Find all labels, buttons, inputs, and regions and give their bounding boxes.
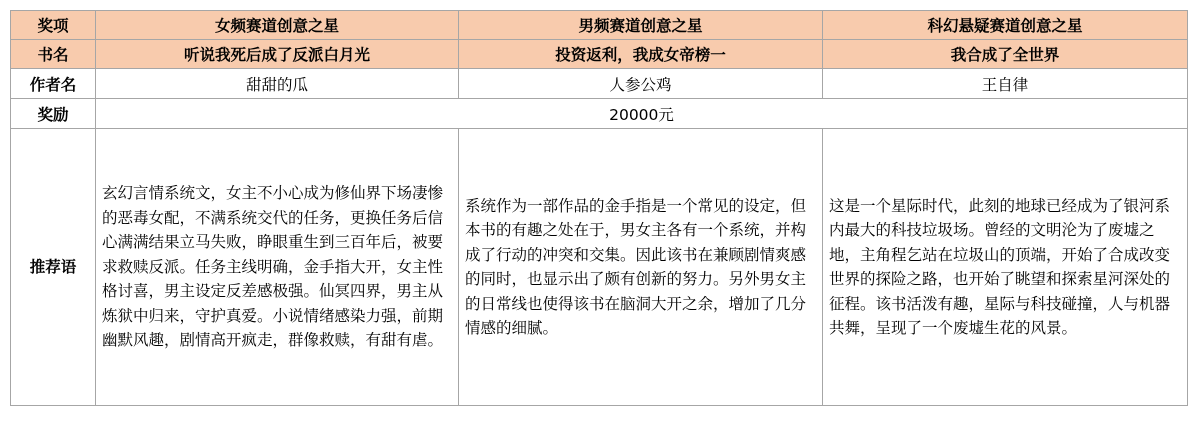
author-scifi: 王自律 — [823, 69, 1188, 99]
author-female: 甜甜的瓜 — [96, 69, 459, 99]
reward-label: 奖励 — [11, 99, 96, 129]
recommend-label: 推荐语 — [11, 129, 96, 406]
recommend-scifi: 这是一个星际时代，此刻的地球已经成为了银河系内最大的科技垃圾场。曾经的文明沦为了废墟之地，主角程乞站在垃圾山的顶端，开始了合成改变世界的探险之路，也开始了眺望和探索星河深处的征程。该书活泼有趣，星际与科技碰撞，人与机器共舞，呈现了一个废墟生花的风景。 — [823, 129, 1188, 406]
award-table — [10, 10, 1188, 406]
header-female-track: 女频赛道创意之星 — [96, 11, 459, 40]
author-row — [11, 69, 1188, 99]
header-label: 奖项 — [11, 11, 96, 40]
header-scifi-track: 科幻悬疑赛道创意之星 — [823, 11, 1188, 40]
book-title-male: 投资返利，我成女帝榜一 — [459, 40, 823, 69]
reward-value: 20000元 — [96, 99, 1188, 129]
book-title-label: 书名 — [11, 40, 96, 69]
book-title-female: 听说我死后成了反派白月光 — [96, 40, 459, 69]
recommend-female: 玄幻言情系统文，女主不小心成为修仙界下场凄惨的恶毒女配，不满系统交代的任务，更换任务后信心满满结果立马失败，睁眼重生到三百年后，被要求救赎反派。任务主线明确，金手指大开，女主性格讨喜，男主设定反差感极强。仙冥四界，男主从炼狱中归来，守护真爱。小说情绪感染力强，前期幽默风趣，剧情高开疯走，群像救赎，有甜有虐。 — [96, 129, 459, 406]
author-label: 作者名 — [11, 69, 96, 99]
book-title-scifi: 我合成了全世界 — [823, 40, 1188, 69]
author-male: 人参公鸡 — [459, 69, 823, 99]
recommend-row — [11, 129, 1188, 406]
recommend-male: 系统作为一部作品的金手指是一个常见的设定，但本书的有趣之处在于，男女主各有一个系统，并构成了行动的冲突和交集。因此该书在兼顾剧情爽感的同时，也显示出了颇有创新的努力。另外男女主的日常线也使得该书在脑洞大开之余，增加了几分情感的细腻。 — [459, 129, 823, 406]
header-male-track: 男频赛道创意之星 — [459, 11, 823, 40]
reward-row — [11, 99, 1188, 129]
book-title-row — [11, 40, 1188, 69]
header-row — [11, 11, 1188, 40]
